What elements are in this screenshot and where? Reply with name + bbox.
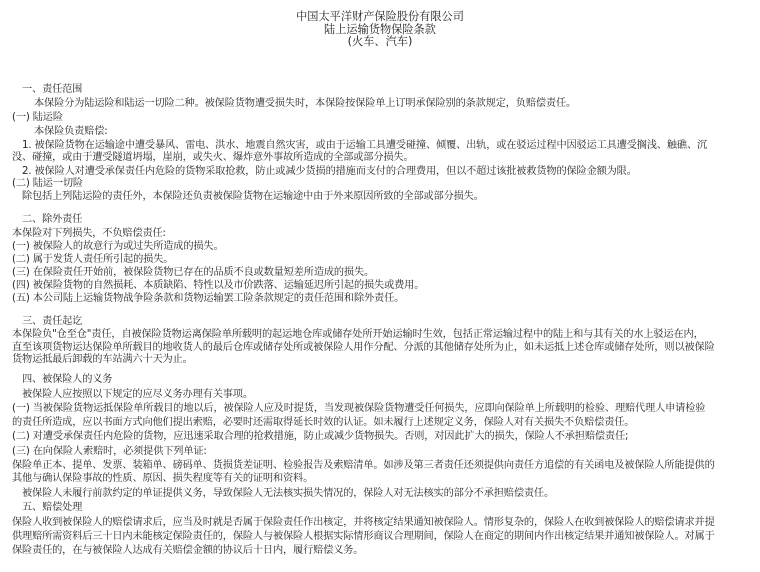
- paragraph-line: 保险责任的，在与被保险人达成有关赔偿金额的协议后十日内，履行赔偿义务。: [12, 545, 364, 556]
- section-heading: 五、赔偿处理: [22, 502, 83, 513]
- paragraph-line: 供理赔所需资料后三十日内未能核定保险责任的，保险人与被保险人根据实际情形商议合理期间，保险人在商定的期间内作出核定结果并通知被保险人。对属于: [12, 531, 715, 542]
- paragraph-line: 没、碰撞，或由于遭受隧道坍塌，崖崩，或失火、爆炸意外事故所造成的全部或部分损失。: [12, 152, 414, 163]
- list-item: (一) 被保险人的故意行为或过失所造成的损失。: [12, 241, 224, 252]
- paragraph-line: 本保险负"仓至仓"责任，自被保险货物运离保险单所载明的起运地仓库或储存处所开始运输时生效，包括正常运输过程中的陆上和与其有关的水上驳运在内，: [12, 329, 704, 340]
- paragraph-line: 被保险人未履行前款约定的单证提供义务，导致保险人无法核实损失情况的，保险人对无法核实的部分不承担赔偿责任。: [22, 488, 554, 499]
- list-item: (二) 对遭受承保责任内危险的货物，应迅速采取合理的抢救措施，防止或减少货物损失。否则，对因此扩大的损失，保险人不承担赔偿责任;: [12, 431, 629, 442]
- paragraph-line: 的责任所造成，应以书面方式向他们提出索赔，必要时还需取得延长时效的认证。如未履行上述规定义务，保险人对有关损失不负赔偿责任。: [12, 417, 635, 428]
- document-header: [0, 11, 760, 49]
- paragraph-line: 货物运抵最后卸载的车站满六十天为止。: [12, 354, 193, 365]
- paragraph-line: 本保险分为陆运险和陆运一切险二种。被保险货物遭受损失时，本保险按保险单上订明承保险别的条款规定，负赔偿责任。: [34, 98, 577, 109]
- document-subtitle: (火车、汽车): [347, 35, 413, 49]
- list-item: (四) 被保险货物的自然损耗、本质缺陷、特性以及市价跌落、运输延迟所引起的损失或费用。: [12, 280, 425, 291]
- paragraph-line: 1. 被保险货物在运输途中遭受暴风、雷电、洪水、地震自然灾害，或由于运输工具遭受碰撞、倾覆、出轨，或在驳运过程中因驳运工具遭受搁浅、触礁、沉: [22, 140, 708, 151]
- subsection-heading: (一) 陆运险: [12, 112, 63, 123]
- list-item: (三) 在向保险人索赔时，必须提供下列单证:: [12, 446, 207, 457]
- section-heading: 一、责任范围: [22, 84, 83, 95]
- paragraph-line: 其他与确认保险事故的性质、原因、损失程度等有关的证明和资料。: [12, 473, 314, 484]
- section-heading: 四、被保险人的义务: [22, 374, 113, 385]
- subsection-heading: (二) 陆运一切险: [12, 178, 83, 189]
- paragraph-line: 保险单正本、提单、发票、装箱单、磅码单、货损货差证明、检验报告及索赔清单。如涉及第三者责任还须提供向责任方追偿的有关函电及被保险人所能提供的: [12, 460, 715, 471]
- section-heading: 二、除外责任: [22, 214, 83, 225]
- document-title: 陆上运输货物保险条款: [324, 22, 436, 36]
- paragraph-line: 除包括上列陆运险的责任外，本保险还负责被保险货物在运输途中由于外来原因所致的全部或部分损失。: [22, 191, 484, 202]
- company-name: 中国太平洋财产保险股份有限公司: [296, 10, 464, 23]
- section-heading: 三、责任起讫: [22, 316, 83, 327]
- paragraph-line: 2. 被保险人对遭受承保责任内危险的货物采取抢救，防止或减少货损的措施而支付的合理费用，但以不超过该批被救货物的保险金额为限。: [22, 166, 637, 177]
- list-item: (一) 当被保险货物运抵保险单所载目的地以后，被保险人应及时提货，当发现被保险货物遭受任何损失，应即向保险单上所载明的检验、理赔代理人申请检验: [12, 403, 706, 414]
- paragraph-line: 保险人收到被保险人的赔偿请求后，应当及时就是否属于保险责任作出核定，并将核定结果通知被保险人。情形复杂的，保险人在收到被保险人的赔偿请求并提: [12, 517, 715, 528]
- paragraph-line: 本保险对下列损失，不负赔偿责任:: [12, 228, 166, 239]
- paragraph-line: 被保险人应按照以下规定的应尽义务办理有关事项。: [22, 389, 253, 400]
- paragraph-line: 本保险负责赔偿:: [34, 126, 108, 137]
- list-item: (三) 在保险责任开始前，被保险货物已存在的品质不良或数量短差所造成的损失。: [12, 267, 375, 278]
- list-item: (二) 属于发货人责任所引起的损失。: [12, 254, 174, 265]
- list-item: (五) 本公司陆上运输货物战争险条款和货物运输罢工险条款规定的责任范围和除外责任。: [12, 293, 405, 304]
- paragraph-line: 直至该项货物运达保险单所载目的地收货人的最后仓库或储存处所或被保险人用作分配、分派的其他储存处所为止，如未运抵上述仓库或储存处所，则以被保险: [12, 342, 715, 353]
